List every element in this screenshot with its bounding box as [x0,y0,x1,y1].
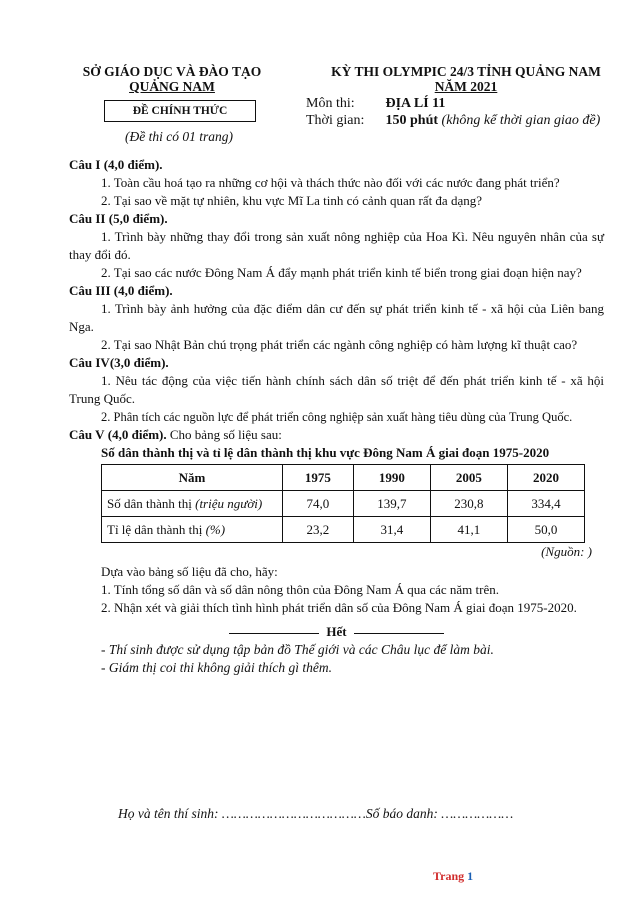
header-cell-1975: 1975 [283,465,354,491]
question-1-item-2: 2. Tại sao về mặt tự nhiên, khu vực Mĩ La tinh có cảnh quan rất đa dạng? [101,193,482,208]
question-3-heading [69,282,604,300]
question-1-item-1: 1. Toàn cầu hoá tạo ra những cơ hội và thách thức nào đối với các nước đang phát triển? [101,175,560,190]
question-4-item-2: 2. Phân tích các nguồn lực để phát triển công nghiệp sản xuất hàng tiêu dùng của Trung Quốc. [101,410,573,424]
question-3-points: (4,0 điểm). [113,283,173,298]
header-cell-2005: 2005 [430,465,507,491]
table-cell: 74,0 [283,491,354,517]
question-2-item-2: 2. Tại sao các nước Đông Nam Á đẩy mạnh phát triển kinh tế biển trong giai đoạn hiện nay? [101,265,582,280]
question-5-item-2: 2. Nhận xét và giải thích tình hình phát triển dân số của Đông Nam Á giai đoạn 1975-2020. [101,600,577,615]
question-5-heading [69,426,604,444]
end-marker [69,623,604,641]
question-5-item-1: 1. Tính tổng số dân và số dân nông thôn của Đông Nam Á qua các năm trên. [101,582,499,597]
subject-row [306,96,445,112]
page-count-note: (Đề thi có 01 trang) [125,129,233,144]
footer-note-2: - Giám thị coi thi không giải thích gì thêm. [101,660,332,675]
table-cell: 334,4 [507,491,584,517]
header-cell-1990: 1990 [353,465,430,491]
table-cell: 230,8 [430,491,507,517]
table-title: Số dân thành thị và tỉ lệ dân thành thị khu vực Đông Nam Á giai đoạn 1975-2020 [101,445,550,460]
department-line-2: QUẢNG NAM [129,79,215,94]
end-line-left [229,633,319,634]
page-number [433,869,473,884]
table-source: (Nguồn: ) [541,544,592,559]
time-label: Thời gian: [306,113,365,128]
question-4-title: Câu IV [69,355,110,370]
exam-title-line-1: KỲ THI OLYMPIC 24/3 TỈNH QUẢNG NAM [331,64,601,79]
row-label-urban-rate: Tỉ lệ dân thành thị (%) [102,517,283,543]
exam-body [69,156,604,677]
question-5-instruction: Dựa vào bảng số liệu đã cho, hãy: [101,564,278,579]
table-cell: 41,1 [430,517,507,543]
population-table [101,464,585,543]
time-row [306,113,600,129]
question-5-title: Câu V [69,427,105,442]
table-cell: 31,4 [353,517,430,543]
question-3-title: Câu III [69,283,111,298]
question-2-item-1: 1. Trình bày những thay đổi trong sản xuất nông nghiệp của Hoa Kì. Nêu nguyên nhân của sự thay đổi đó. [69,229,604,262]
question-3-item-2: 2. Tại sao Nhật Bản chú trọng phát triển các ngành công nghiệp có hàm lượng kĩ thuật cao? [101,337,578,352]
end-line-right [354,633,444,634]
time-value: 150 phút [385,113,439,128]
official-label: ĐỀ CHÍNH THỨC [104,100,256,122]
page-number-value: 1 [467,869,474,883]
question-5-points: (4,0 điểm). [107,427,167,442]
question-4-heading [69,354,604,372]
candidate-info-line: Họ và tên thí sinh: ………………………………Số báo danh: ……………… [118,806,514,821]
subject-label: Môn thi: [306,96,355,111]
department-line-1: SỞ GIÁO DỤC VÀ ĐÀO TẠO [82,64,262,79]
subject-value: ĐỊA LÍ 11 [385,96,446,111]
table-row [102,517,585,543]
question-1-points: (4,0 điểm). [103,157,163,172]
question-2-heading [69,210,604,228]
end-label: Hết [326,624,347,639]
table-cell: 139,7 [353,491,430,517]
exam-title-line-2: NĂM 2021 [434,79,498,94]
question-1-heading [69,156,604,174]
question-2-points: (5,0 điểm). [108,211,168,226]
question-2-title: Câu II [69,211,106,226]
question-4-points: (3,0 điểm). [109,355,169,370]
exam-header [306,64,626,94]
time-note: (không kể thời gian giao đề) [441,113,601,128]
question-5-lead: Cho bảng số liệu sau: [166,427,282,442]
table-row [102,491,585,517]
department-header [62,64,282,94]
table-cell: 50,0 [507,517,584,543]
table-cell: 23,2 [283,517,354,543]
question-3-item-1: 1. Trình bày ảnh hưởng của đặc điểm dân cư đến sự phát triển kinh tế - xã hội của Liên bang Nga. [69,301,604,334]
header-cell-2020: 2020 [507,465,584,491]
question-1-title: Câu I [69,157,101,172]
table-header-row [102,465,585,491]
header-cell-year: Năm [102,465,283,491]
row-label-urban-population: Số dân thành thị (triệu người) [102,491,283,517]
footer-note-1: - Thí sinh được sử dụng tập bản đồ Thế giới và các Châu lục để làm bài. [101,642,494,657]
question-4-item-1: 1. Nêu tác động của việc tiến hành chính sách dân số triệt để đến phát triển kinh tế - xã hội Trung Quốc. [69,373,604,406]
page-label: Trang [433,869,468,883]
